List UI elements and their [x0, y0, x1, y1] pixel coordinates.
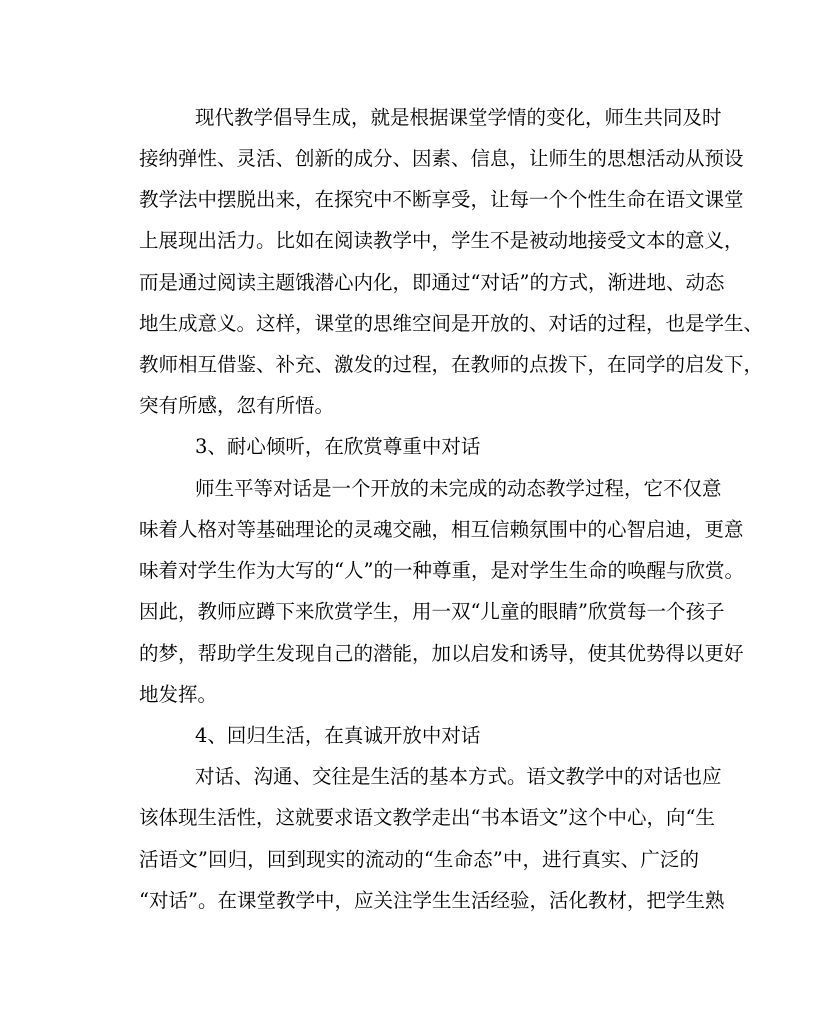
paragraph-3-line-2: 该体现生活性，这就要求语文教学走出“书本语文”这个中心，向“生: [139, 806, 715, 829]
paragraph-1-line-5: 而是通过阅读主题饿潜心内化，即通过“对话”的方式，渐进地、动态: [139, 271, 725, 294]
paragraph-1-line-4: 上展现出活力。比如在阅读教学中，学生不是被动地接受文本的意义，: [139, 229, 744, 252]
paragraph-3-line-1: 对话、沟通、交往是生活的基本方式。语文教学中的对话也应: [195, 765, 722, 788]
section-heading-4: 4、回归生活，在真诚开放中对话: [195, 724, 481, 747]
paragraph-1-line-2: 接纳弹性、灵活、创新的成分、因素、信息，让师生的思想活动从预设: [139, 147, 744, 170]
paragraph-1-line-7: 教师相互借鉴、补充、激发的过程，在教师的点拨下，在同学的启发下，: [139, 353, 764, 376]
paragraph-1-line-8: 突有所感，忽有所悟。: [139, 394, 335, 417]
paragraph-1-line-3: 教学法中摆脱出来，在探究中不断享受，让每一个个性生命在语文课堂: [139, 188, 744, 211]
paragraph-2-line-2: 味着人格对等基础理论的灵魂交融，相互信赖氛围中的心智启迪，更意: [139, 518, 744, 541]
section-heading-3: 3、耐心倾听，在欣赏尊重中对话: [195, 435, 481, 458]
paragraph-1-line-1: 现代教学倡导生成，就是根据课堂学情的变化，师生共同及时: [195, 106, 722, 129]
paragraph-2-line-6: 地发挥。: [139, 683, 218, 706]
paragraph-2-line-5: 的梦，帮助学生发现自己的潜能，加以启发和诱导，使其优势得以更好: [139, 642, 744, 665]
paragraph-3-line-4: “对话”。在课堂教学中，应关注学生生活经验，活化教材，把学生熟: [139, 889, 725, 912]
paragraph-2-line-4: 因此，教师应蹲下来欣赏学生，用一双“儿童的眼睛”欣赏每一个孩子: [139, 600, 725, 623]
paragraph-1-line-6: 地生成意义。这样，课堂的思维空间是开放的、对话的过程，也是学生、: [139, 312, 764, 335]
paragraph-2-line-1: 师生平等对话是一个开放的未完成的动态教学过程，它不仅意: [195, 477, 722, 500]
paragraph-3-line-3: 活语文”回归，回到现实的流动的“生命态”中，进行真实、广泛的: [139, 848, 699, 871]
paragraph-2-line-3: 味着对学生作为大写的“人”的一种尊重，是对学生生命的唤醒与欣赏。: [139, 559, 744, 582]
